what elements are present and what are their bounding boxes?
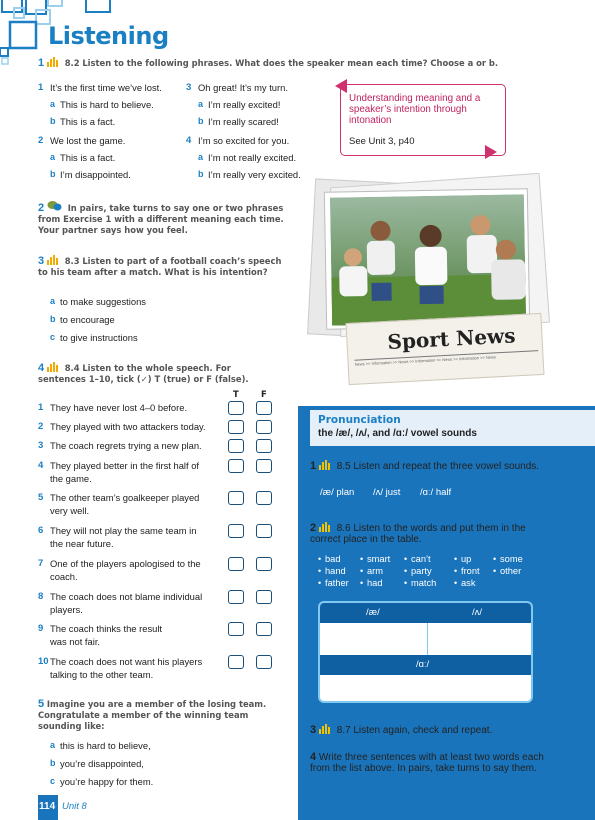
sport-news-photo	[305, 178, 545, 388]
pron-exercise-3: 3 8.7 Listen again, check and repeat.	[310, 724, 493, 736]
true-checkbox[interactable]	[228, 401, 244, 415]
vowel-sound: /ɑː/ half	[420, 487, 452, 498]
ex4-item-number: 4	[38, 460, 44, 471]
ex4-item-line1: The coach regrets trying a new plan.	[50, 440, 202, 451]
ex1-option-a[interactable]: I’m really excited!	[208, 99, 281, 110]
ex4-item-line1: They have never lost 4–0 before.	[50, 402, 188, 413]
false-checkbox[interactable]	[256, 420, 272, 434]
audio-icon	[47, 57, 59, 67]
ex4-item-number: 8	[38, 591, 44, 602]
ex1-item-number: 2	[38, 135, 44, 146]
false-checkbox[interactable]	[256, 590, 272, 604]
audio-icon	[319, 460, 331, 470]
bullet-dot: •	[493, 566, 497, 576]
ex4-item-line1: One of the players apologised to the	[50, 558, 201, 569]
bullet-dot: •	[454, 566, 458, 576]
ex4-item-number: 10	[38, 656, 49, 667]
ex5-option-text[interactable]: this is hard to believe,	[60, 740, 151, 751]
ex4-item-number: 2	[38, 421, 44, 432]
ex5-option-letter: a	[50, 740, 56, 750]
table-header-row	[320, 603, 531, 623]
ex3-option-letter: a	[50, 296, 56, 306]
audio-icon	[319, 522, 331, 532]
ex4-item-line1: The coach does not blame individual	[50, 591, 203, 602]
ex5-option-text[interactable]: you’re disappointed,	[60, 758, 144, 769]
word-item[interactable]: had	[367, 578, 383, 588]
false-checkbox[interactable]	[256, 491, 272, 505]
audio-icon	[47, 362, 59, 372]
word-item[interactable]: bad	[325, 554, 341, 564]
ex4-item-line2: players.	[50, 604, 83, 615]
callout-ref: See Unit 3, p40	[349, 136, 415, 147]
word-item[interactable]: father	[325, 578, 349, 588]
vowel-sound: /æ/ plan	[320, 487, 355, 498]
pron-exercise-1: 1 8.5 Listen and repeat the three vowel sounds.	[310, 460, 540, 472]
audio-icon	[47, 255, 59, 265]
word-item[interactable]: up	[461, 554, 472, 564]
ex4-item-number: 9	[38, 623, 44, 634]
ex3-option-letter: c	[50, 332, 56, 342]
ex4-item-number: 6	[38, 525, 44, 536]
ex4-item-number: 1	[38, 402, 44, 413]
pron-exercise-2: 2 8.6 Listen to the words and put them in the correct place in the table.	[310, 522, 526, 545]
ex1-option-a[interactable]: This is hard to believe.	[60, 99, 154, 110]
word-item[interactable]: some	[500, 554, 523, 564]
pronunciation-subheading: the /æ/, /ʌ/, and /ɑː/ vowel sounds	[318, 428, 477, 439]
ex5-option-letter: c	[50, 776, 56, 786]
exercise-3: 3 8.3 Listen to part of a football coach’s speech to his team after a match. What is his intention?	[38, 255, 282, 277]
table-header-ae: /æ/	[366, 607, 380, 618]
ex3-option-letter: b	[50, 314, 56, 324]
ex1-option-b[interactable]: I’m really scared!	[208, 116, 279, 127]
ex4-item-line2: the near future.	[50, 538, 114, 549]
ex1-item-number: 3	[186, 82, 192, 93]
word-item[interactable]: other	[500, 566, 522, 576]
ex1-item-number: 1	[38, 82, 44, 93]
ex1-option-b[interactable]: I’m disappointed.	[60, 169, 131, 180]
false-checkbox[interactable]	[256, 401, 272, 415]
pron-exercise-4: 4 Write three sentences with at least two words each from the list above. In pairs, take turns to say them.	[310, 751, 544, 774]
ex1-option-b[interactable]: This is a fact.	[60, 116, 116, 127]
ex1-option-b[interactable]: I’m really very excited.	[208, 169, 301, 180]
vowel-table	[318, 601, 533, 703]
ex4-item-number: 7	[38, 558, 44, 569]
page-title: Listening	[48, 22, 169, 50]
false-checkbox[interactable]	[256, 439, 272, 453]
bullet-dot: •	[318, 554, 322, 564]
exercise-1-instruction: 1 8.2 Listen to the following phrases. What does the speaker mean each time? Choose a or b.	[38, 57, 499, 69]
ex4-item-line1: The coach thinks the result	[50, 623, 163, 634]
unit-label: Unit 8	[62, 801, 87, 812]
column-label-true: T	[233, 389, 239, 399]
ex4-item-line2: very well.	[50, 505, 90, 516]
ex4-item-line1: They played with two attackers today.	[50, 421, 206, 432]
word-item[interactable]: front	[461, 566, 480, 576]
ex1-option-a-letter: a	[50, 152, 56, 162]
exercise-4: 4 8.4 Listen to the whole speech. For sentences 1–10, tick (✓) T (true) or F (false).	[38, 362, 249, 384]
pronunciation-heading: Pronunciation	[318, 414, 401, 426]
ex3-option-text[interactable]: to give instructions	[60, 332, 138, 343]
false-checkbox[interactable]	[256, 655, 272, 669]
ex1-option-b-letter: b	[198, 169, 204, 179]
bullet-dot: •	[493, 554, 497, 564]
callout-arrow-right	[484, 144, 498, 160]
ex1-option-b-letter: b	[50, 169, 56, 179]
ex1-option-b-letter: b	[198, 116, 204, 126]
true-checkbox[interactable]	[228, 557, 244, 571]
table-answer-cell-ae[interactable]	[320, 623, 427, 655]
ex4-item-line1: The other team’s goalkeeper played	[50, 492, 200, 503]
true-checkbox[interactable]	[228, 420, 244, 434]
bullet-dot: •	[454, 554, 458, 564]
bullet-dot: •	[318, 566, 322, 576]
ex1-item-number: 4	[186, 135, 192, 146]
audio-icon	[319, 724, 331, 734]
bullet-dot: •	[404, 578, 408, 588]
true-checkbox[interactable]	[228, 590, 244, 604]
skills-callout	[340, 84, 506, 156]
bullet-dot: •	[360, 554, 364, 564]
ex1-item-text: I’m so excited for you.	[198, 135, 290, 146]
word-item[interactable]: can’t	[411, 554, 431, 564]
bullet-dot: •	[360, 578, 364, 588]
true-checkbox[interactable]	[228, 524, 244, 538]
ex4-item-line2: was not fair.	[50, 636, 101, 647]
ex1-option-a[interactable]: I’m not really excited.	[208, 152, 297, 163]
bullet-dot: •	[360, 566, 364, 576]
exercise-2: 2 In pairs, take turns to say one or two phrases from Exercise 1 with a different meaning each time. Your partner says how you feel.	[38, 202, 284, 235]
ex4-item-line2: coach.	[50, 571, 78, 582]
ex1-item-text: We lost the game.	[50, 135, 126, 146]
ex1-option-a-letter: a	[50, 99, 56, 109]
ex1-item-text: It’s the first time we’ve lost.	[50, 82, 162, 93]
ex4-item-number: 5	[38, 492, 44, 503]
ex4-item-number: 3	[38, 440, 44, 451]
speech-bubbles-icon	[47, 200, 62, 212]
ex4-item-line2: talking to the other team.	[50, 669, 154, 680]
word-item[interactable]: ask	[461, 578, 476, 588]
team-photo	[324, 188, 530, 330]
false-checkbox[interactable]	[256, 524, 272, 538]
ex4-item-line1: They played better in the first half of	[50, 460, 200, 471]
newspaper	[346, 313, 545, 385]
ex4-item-line1: They will not play the same team in	[50, 525, 197, 536]
ex4-item-line1: The coach does not want his players	[50, 656, 203, 667]
callout-title: Understanding meaning and a speaker’s intention through intonation	[349, 93, 481, 126]
true-checkbox[interactable]	[228, 459, 244, 473]
false-checkbox[interactable]	[256, 557, 272, 571]
true-checkbox[interactable]	[228, 622, 244, 636]
ex5-option-letter: b	[50, 758, 56, 768]
column-label-false: F	[261, 389, 267, 399]
true-checkbox[interactable]	[228, 491, 244, 505]
newspaper-title: Sport News	[386, 323, 517, 354]
ex3-option-text[interactable]: to encourage	[60, 314, 115, 325]
word-item[interactable]: arm	[367, 566, 384, 576]
ex4-item-line2: the game.	[50, 473, 92, 484]
vowel-sound: /ʌ/ just	[373, 487, 401, 498]
table-answer-cell-wedge[interactable]	[428, 623, 531, 655]
false-checkbox[interactable]	[256, 459, 272, 473]
word-item[interactable]: smart	[367, 554, 391, 564]
false-checkbox[interactable]	[256, 622, 272, 636]
true-checkbox[interactable]	[228, 655, 244, 669]
true-checkbox[interactable]	[228, 439, 244, 453]
ex1-option-a-letter: a	[198, 152, 204, 162]
ex3-option-text[interactable]: to make suggestions	[60, 296, 146, 307]
exercise-5: 5 Imagine you are a member of the losing team. Congratulate a member of the winning team sounding like:	[38, 698, 267, 731]
ex1-item-text: Oh great! It’s my turn.	[198, 82, 288, 93]
newspaper-ticker: News >> Information >> News >> Information >> News >> Information >> News	[354, 350, 538, 367]
table-header-aa: /ɑː/	[416, 659, 430, 670]
callout-arrow-left	[332, 78, 348, 94]
word-item[interactable]: party	[411, 566, 432, 576]
word-item[interactable]: hand	[325, 566, 346, 576]
bullet-dot: •	[454, 578, 458, 588]
ex1-option-a[interactable]: This is a fact.	[60, 152, 116, 163]
ex1-option-b-letter: b	[50, 116, 56, 126]
table-header-wedge: /ʌ/	[472, 607, 483, 618]
page-number: 114	[39, 801, 56, 812]
bullet-dot: •	[404, 566, 408, 576]
ex5-option-text[interactable]: you’re happy for them.	[60, 776, 154, 787]
table-answer-cell-aa[interactable]	[320, 675, 531, 701]
bullet-dot: •	[318, 578, 322, 588]
bullet-dot: •	[404, 554, 408, 564]
ex1-option-a-letter: a	[198, 99, 204, 109]
word-item[interactable]: match	[411, 578, 437, 588]
